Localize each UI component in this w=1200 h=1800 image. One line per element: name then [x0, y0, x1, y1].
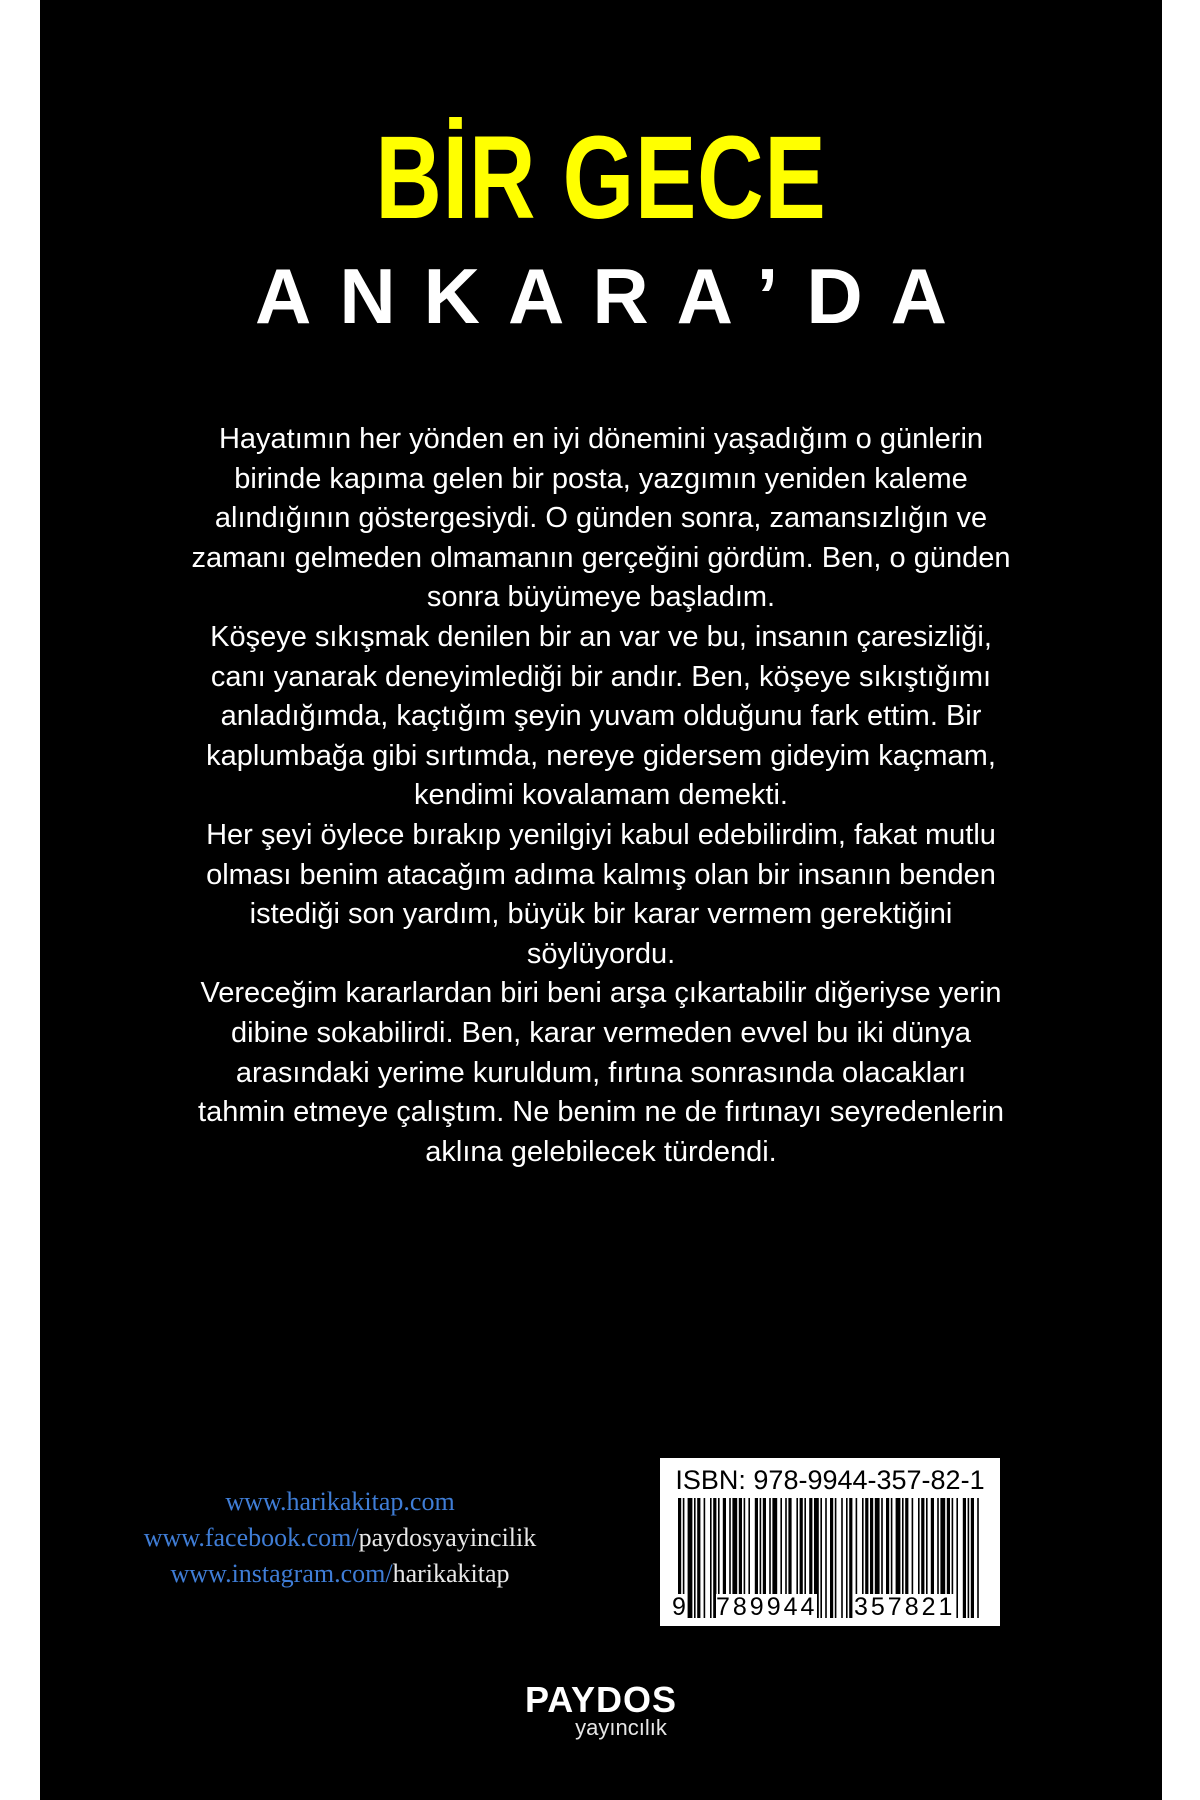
- facebook-link[interactable]: www.facebook.com/paydosyayincilik: [143, 1523, 537, 1552]
- title-line-1: BİR GECE: [375, 112, 827, 244]
- publisher-subtitle: yayıncılık: [575, 1715, 667, 1740]
- title-line-2: ANKARA’DA: [255, 252, 975, 340]
- publisher-links: [110, 1484, 570, 1592]
- isbn-barcode-box: [660, 1458, 1000, 1626]
- publisher-name: PAYDOS: [524, 1679, 678, 1720]
- blurb-text: [190, 420, 1012, 1172]
- blurb-paragraph: Vereceğim kararlardan biri beni arşa çıkartabilir diğeriyse yerin dibine sokabilirdi. Ben, karar vermeden evvel bu iki dünya arasındaki yerime kuruldum, fırtına sonrasında olacakları tahmin etmeye çalıştım. Ne benim ne de fırtınayı seyredenlerin aklına gelebilecek türdendi.: [198, 977, 1004, 1168]
- book-back-cover: [40, 0, 1162, 1800]
- barcode-digits-left: 789944: [716, 1593, 818, 1621]
- publisher-logo: [40, 1679, 1162, 1740]
- blurb-paragraph: Her şeyi öylece bırakıp yenilgiyi kabul edebilirdim, fakat mutlu olması benim atacağım adıma kalmış olan bir insanın benden istediği son yardım, büyük bir karar vermem gerektiğini söylüyordu.: [206, 818, 996, 970]
- barcode-digit-first: 9: [672, 1593, 686, 1621]
- isbn-label: ISBN: 978-9944-357-82-1: [675, 1465, 985, 1495]
- barcode-digits-right: 357821: [854, 1593, 956, 1621]
- instagram-link[interactable]: www.instagram.com/harikakitap: [170, 1559, 510, 1588]
- blurb-paragraph: Hayatımın her yönden en iyi dönemini yaşadığım o günlerin birinde kapıma gelen bir posta, yazgımın yeniden kaleme alındığının göstergesiydi. O günden sonra, zamansızlığın ve zamanı gelmeden olmamanın gerçeğini gördüm. Ben, o günden sonra büyümeye başladım.: [191, 423, 1011, 614]
- blurb-paragraph: Köşeye sıkışmak denilen bir an var ve bu, insanın çaresizliği, canı yanarak deneyimlediği bir andır. Ben, köşeye sıkıştığımı anladığımda, kaçtığım şeyin yuvam olduğunu fark ettim. Bir kaplumbağa gibi sırtımda, nereye gidersem gideyim kaçmam, kendimi kovalamam demekti.: [206, 620, 996, 812]
- website-link[interactable]: www.harikakitap.com: [225, 1487, 455, 1516]
